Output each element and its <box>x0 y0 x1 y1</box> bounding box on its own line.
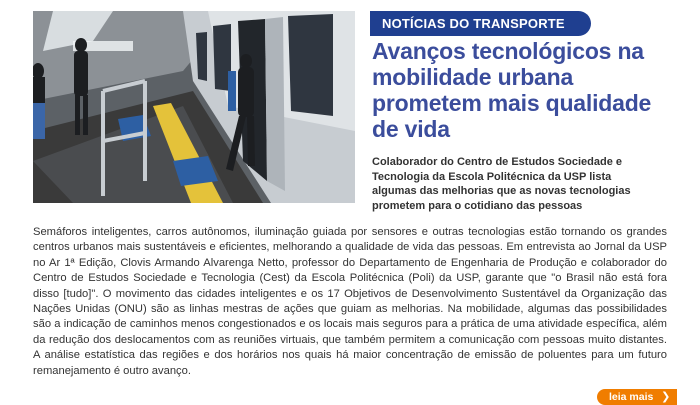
article-title[interactable]: Avanços tecnológicos na mobilidade urbana prometem mais qualidade de vida <box>372 38 652 142</box>
read-more-button[interactable] <box>597 389 677 405</box>
article-photo-metro-train <box>33 11 355 203</box>
read-more-label: leia mais <box>609 391 654 403</box>
article-body: Semáforos inteligentes, carros autônomos, iluminação guiada por sensores e outras tecnologias estão tornando os grandes centros urbanos mais sustentáveis e eficientes, melhorando a qualidade de vida das pessoas. Em entrevista ao Jornal da USP no Ar 1ª Edição, Clovis Armando Alvarenga Netto, professor do Departamento de Engenharia de Produção e colaborador do Centro de Estudos Sociedade e Tecnologia (Cest) da Escola Politécnica (Poli) da USP, garante que "o Brasil não está fora disso [tudo]". O movimento das cidades inteligentes e os 17 Objetivos de Desenvolvimento Sustentável da Organização das Nações Unidas (ONU) são as linhas mestras de ações que guiam as melhorias. Na mobilidade, algumas das possibilidades são a indicação de caminhos menos congestionados e os locais mais seguros para a prática de uma atividade específica, além da redução dos deslocamentos com as reuniões virtuais, que também permitem a comunicação com pessoas muito distantes. A análise estatística das regiões e dos horários nos quais há maior concentração de emissão de poluentes para um futuro remanejamento é outro avanço. <box>33 226 667 377</box>
article-subtitle: Colaborador do Centro de Estudos Sociedade e Tecnologia da Escola Politécnica da USP lista algumas das melhorias que as novas tecnologias prometem para o cotidiano das pessoas <box>372 156 631 212</box>
chevron-right-icon: ❯ <box>661 391 671 403</box>
category-badge[interactable]: NOTÍCIAS DO TRANSPORTE <box>370 11 591 36</box>
